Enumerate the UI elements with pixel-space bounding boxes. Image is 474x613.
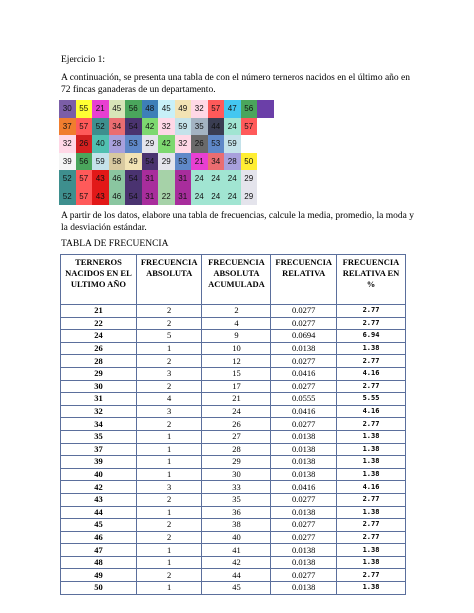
table-row — [61, 342, 406, 355]
cell-frecuencia-acumulada: 29 — [202, 456, 271, 469]
data-grid — [59, 100, 258, 204]
grid-cell: 57 — [208, 100, 225, 118]
cell-frecuencia-acumulada: 41 — [202, 544, 271, 557]
header-terneros: TERNEROS NACIDOS EN EL ULTIMO AÑO — [61, 255, 137, 305]
cell-frecuencia-porcentaje: 2.77 — [336, 355, 405, 368]
grid-cell: 47 — [224, 100, 241, 118]
grid-cell: 35 — [191, 118, 208, 136]
grid-cell: 56 — [241, 100, 258, 118]
table-row — [61, 393, 406, 406]
frequency-table — [60, 254, 406, 595]
cell-frecuencia-acumulada: 17 — [202, 380, 271, 393]
grid-cell: 24 — [208, 170, 225, 188]
cell-frecuencia-porcentaje: 2.77 — [336, 380, 405, 393]
cell-frecuencia-relativa: 0.0138 — [271, 430, 337, 443]
cell-frecuencia-absoluta: 2 — [136, 493, 202, 506]
grid-cell: 31 — [175, 188, 192, 206]
cell-frecuencia-absoluta: 1 — [136, 506, 202, 519]
table-row — [61, 405, 406, 418]
table-row — [61, 468, 406, 481]
grid-cell: 53 — [208, 135, 225, 153]
grid-cell: 21 — [191, 153, 208, 171]
grid-cell: 24 — [208, 188, 225, 206]
grid-cell: 53 — [175, 153, 192, 171]
grid-cell: 59 — [224, 135, 241, 153]
cell-terneros: 21 — [61, 305, 137, 318]
grid-cell: 29 — [241, 188, 258, 206]
cell-frecuencia-relativa: 0.0277 — [271, 531, 337, 544]
header-frecuencia-relativa: FRECUENCIA RELATIVA — [271, 255, 337, 305]
cell-frecuencia-relativa: 0.0138 — [271, 544, 337, 557]
cell-frecuencia-relativa: 0.0138 — [271, 342, 337, 355]
cell-frecuencia-absoluta: 5 — [136, 330, 202, 343]
grid-cell: 30 — [59, 100, 76, 118]
cell-terneros: 26 — [61, 342, 137, 355]
grid-cell: 57 — [76, 118, 93, 136]
cell-frecuencia-relativa: 0.0555 — [271, 393, 337, 406]
cell-frecuencia-absoluta: 2 — [136, 305, 202, 318]
grid-cell: 29 — [142, 135, 159, 153]
cell-frecuencia-absoluta: 2 — [136, 418, 202, 431]
header-frecuencia-acumulada: FRECUENCIA ABSOLUTA ACUMULADA — [202, 255, 271, 305]
cell-frecuencia-absoluta: 2 — [136, 519, 202, 532]
table-row — [61, 582, 406, 595]
cell-frecuencia-relativa: 0.0694 — [271, 330, 337, 343]
cell-terneros: 40 — [61, 468, 137, 481]
cell-frecuencia-relativa: 0.0138 — [271, 506, 337, 519]
intro-paragraph: A continuación, se presenta una tabla de con el número terneros nacidos en el último año en 72 fincas ganaderas de un departamento. — [61, 73, 411, 95]
header-frecuencia-porcentaje: FRECUENCIA RELATIVA EN % — [336, 255, 405, 305]
cell-frecuencia-porcentaje: 1.38 — [336, 443, 405, 456]
grid-cell: 21 — [92, 100, 109, 118]
cell-frecuencia-porcentaje: 2.77 — [336, 418, 405, 431]
cell-frecuencia-absoluta: 1 — [136, 342, 202, 355]
cell-terneros: 42 — [61, 481, 137, 494]
cell-frecuencia-porcentaje: 1.38 — [336, 582, 405, 595]
cell-terneros: 34 — [61, 418, 137, 431]
cell-frecuencia-absoluta: 1 — [136, 443, 202, 456]
grid-cell: 31 — [175, 170, 192, 188]
cell-frecuencia-acumulada: 36 — [202, 506, 271, 519]
table-row — [61, 531, 406, 544]
grid-cell: 32 — [158, 118, 175, 136]
grid-cell: 45 — [158, 100, 175, 118]
cell-terneros: 39 — [61, 456, 137, 469]
cell-terneros: 47 — [61, 544, 137, 557]
cell-frecuencia-absoluta: 3 — [136, 405, 202, 418]
grid-cell: 52 — [59, 188, 76, 206]
grid-cell: 46 — [109, 170, 126, 188]
table-row — [61, 519, 406, 532]
cell-frecuencia-porcentaje: 2.77 — [336, 317, 405, 330]
cell-frecuencia-absoluta: 2 — [136, 531, 202, 544]
cell-frecuencia-relativa: 0.0138 — [271, 456, 337, 469]
cell-frecuencia-relativa: 0.0277 — [271, 569, 337, 582]
grid-cell: 24 — [191, 170, 208, 188]
grid-cell: 24 — [224, 188, 241, 206]
cell-frecuencia-acumulada: 45 — [202, 582, 271, 595]
cell-frecuencia-relativa: 0.0138 — [271, 582, 337, 595]
cell-frecuencia-acumulada: 4 — [202, 317, 271, 330]
cell-terneros: 22 — [61, 317, 137, 330]
cell-frecuencia-absoluta: 3 — [136, 367, 202, 380]
grid-cell: 59 — [92, 153, 109, 171]
header-row — [61, 255, 406, 305]
table-title: TABLA DE FRECUENCIA — [61, 239, 169, 249]
table-row — [61, 443, 406, 456]
cell-terneros: 30 — [61, 380, 137, 393]
cell-frecuencia-porcentaje: 2.77 — [336, 569, 405, 582]
cell-frecuencia-porcentaje: 2.77 — [336, 493, 405, 506]
grid-cell: 45 — [109, 100, 126, 118]
cell-frecuencia-relativa: 0.0277 — [271, 317, 337, 330]
table-row — [61, 481, 406, 494]
cell-frecuencia-acumulada: 9 — [202, 330, 271, 343]
cell-frecuencia-porcentaje: 1.38 — [336, 468, 405, 481]
grid-cell: 26 — [191, 135, 208, 153]
cell-terneros: 48 — [61, 556, 137, 569]
cell-frecuencia-porcentaje: 1.38 — [336, 342, 405, 355]
grid-cell: 49 — [125, 153, 142, 171]
cell-frecuencia-relativa: 0.0416 — [271, 367, 337, 380]
cell-frecuencia-relativa: 0.0416 — [271, 481, 337, 494]
cell-frecuencia-relativa: 0.0277 — [271, 493, 337, 506]
grid-cell: 55 — [76, 100, 93, 118]
cell-frecuencia-relativa: 0.0138 — [271, 443, 337, 456]
grid-cell: 58 — [109, 153, 126, 171]
cell-frecuencia-porcentaje: 1.38 — [336, 544, 405, 557]
cell-terneros: 44 — [61, 506, 137, 519]
grid-cell: 28 — [109, 135, 126, 153]
cell-frecuencia-acumulada: 33 — [202, 481, 271, 494]
cell-frecuencia-absoluta: 2 — [136, 317, 202, 330]
cell-frecuencia-relativa: 0.0277 — [271, 519, 337, 532]
cell-frecuencia-porcentaje: 6.94 — [336, 330, 405, 343]
grid-cell: 42 — [158, 135, 175, 153]
cell-frecuencia-porcentaje: 5.55 — [336, 393, 405, 406]
cell-frecuencia-acumulada: 38 — [202, 519, 271, 532]
grid-cell: 24 — [224, 170, 241, 188]
grid-cell: 54 — [125, 118, 142, 136]
table-row — [61, 330, 406, 343]
cell-frecuencia-absoluta: 3 — [136, 481, 202, 494]
grid-cell: 59 — [175, 118, 192, 136]
grid-cell: 54 — [125, 170, 142, 188]
table-row — [61, 506, 406, 519]
cell-terneros: 50 — [61, 582, 137, 595]
grid-cell: 46 — [109, 188, 126, 206]
cell-frecuencia-absoluta: 1 — [136, 582, 202, 595]
cell-frecuencia-porcentaje: 1.38 — [336, 430, 405, 443]
cell-frecuencia-porcentaje: 4.16 — [336, 481, 405, 494]
table-row — [61, 544, 406, 557]
task-paragraph: A partir de los datos, elabore una tabla de frecuencias, calcule la media, promedio, la moda y la desviación estándar. — [61, 211, 414, 233]
table-body — [61, 305, 406, 595]
grid-cell: 52 — [92, 118, 109, 136]
cell-frecuencia-acumulada: 42 — [202, 556, 271, 569]
cell-terneros: 45 — [61, 519, 137, 532]
grid-cell: 24 — [191, 188, 208, 206]
cell-frecuencia-acumulada: 24 — [202, 405, 271, 418]
grid-cell: 54 — [142, 153, 159, 171]
cell-terneros: 46 — [61, 531, 137, 544]
grid-cell: 32 — [175, 135, 192, 153]
cell-frecuencia-absoluta: 1 — [136, 468, 202, 481]
cell-frecuencia-porcentaje: 4.16 — [336, 367, 405, 380]
grid-cell: 56 — [125, 100, 142, 118]
cell-frecuencia-absoluta: 1 — [136, 456, 202, 469]
cell-frecuencia-relativa: 0.0416 — [271, 405, 337, 418]
cell-frecuencia-acumulada: 27 — [202, 430, 271, 443]
grid-cell: 44 — [208, 118, 225, 136]
grid-cell: 22 — [158, 188, 175, 206]
grid-cell: 42 — [142, 118, 159, 136]
grid-cell: 34 — [208, 153, 225, 171]
grid-cell — [257, 100, 274, 118]
cell-frecuencia-acumulada: 15 — [202, 367, 271, 380]
cell-frecuencia-acumulada: 28 — [202, 443, 271, 456]
grid-cell: 39 — [59, 153, 76, 171]
exercise-title: Ejercicio 1: — [61, 55, 106, 65]
cell-terneros: 31 — [61, 393, 137, 406]
grid-cell: 31 — [142, 188, 159, 206]
grid-cell: 56 — [76, 153, 93, 171]
grid-cell: 24 — [224, 118, 241, 136]
header-frecuencia-absoluta: FRECUENCIA ABSOLUTA — [136, 255, 202, 305]
cell-frecuencia-acumulada: 2 — [202, 305, 271, 318]
table-row — [61, 456, 406, 469]
cell-frecuencia-relativa: 0.0138 — [271, 468, 337, 481]
table-row — [61, 556, 406, 569]
grid-cell: 29 — [241, 170, 258, 188]
grid-cell: 32 — [191, 100, 208, 118]
grid-cell: 31 — [142, 170, 159, 188]
grid-cell: 28 — [224, 153, 241, 171]
cell-terneros: 35 — [61, 430, 137, 443]
cell-terneros: 32 — [61, 405, 137, 418]
cell-frecuencia-relativa: 0.0138 — [271, 556, 337, 569]
cell-frecuencia-porcentaje: 1.38 — [336, 506, 405, 519]
cell-frecuencia-absoluta: 2 — [136, 569, 202, 582]
grid-cell: 57 — [241, 118, 258, 136]
cell-frecuencia-absoluta: 1 — [136, 430, 202, 443]
cell-frecuencia-acumulada: 12 — [202, 355, 271, 368]
grid-cell: 43 — [92, 188, 109, 206]
cell-terneros: 49 — [61, 569, 137, 582]
cell-terneros: 28 — [61, 355, 137, 368]
cell-frecuencia-porcentaje: 4.16 — [336, 405, 405, 418]
grid-cell: 32 — [59, 135, 76, 153]
grid-cell: 29 — [158, 153, 175, 171]
cell-frecuencia-acumulada: 30 — [202, 468, 271, 481]
cell-frecuencia-acumulada: 35 — [202, 493, 271, 506]
grid-cell: 57 — [76, 188, 93, 206]
table-row — [61, 367, 406, 380]
cell-frecuencia-absoluta: 2 — [136, 380, 202, 393]
cell-terneros: 43 — [61, 493, 137, 506]
table-row — [61, 430, 406, 443]
table-row — [61, 493, 406, 506]
cell-frecuencia-acumulada: 40 — [202, 531, 271, 544]
cell-terneros: 37 — [61, 443, 137, 456]
grid-cell: 48 — [142, 100, 159, 118]
cell-frecuencia-absoluta: 1 — [136, 544, 202, 557]
grid-cell: 40 — [92, 135, 109, 153]
grid-cell: 34 — [109, 118, 126, 136]
cell-frecuencia-acumulada: 10 — [202, 342, 271, 355]
cell-frecuencia-relativa: 0.0277 — [271, 305, 337, 318]
cell-frecuencia-porcentaje: 2.77 — [336, 531, 405, 544]
cell-frecuencia-relativa: 0.0277 — [271, 418, 337, 431]
cell-frecuencia-acumulada: 26 — [202, 418, 271, 431]
grid-cell: 37 — [59, 118, 76, 136]
cell-frecuencia-relativa: 0.0277 — [271, 355, 337, 368]
cell-frecuencia-porcentaje: 1.38 — [336, 456, 405, 469]
grid-cell: 57 — [76, 170, 93, 188]
table-row — [61, 317, 406, 330]
grid-cell: 49 — [175, 100, 192, 118]
grid-cell: 52 — [59, 170, 76, 188]
cell-frecuencia-porcentaje: 1.38 — [336, 556, 405, 569]
cell-frecuencia-absoluta: 4 — [136, 393, 202, 406]
cell-frecuencia-absoluta: 2 — [136, 355, 202, 368]
cell-frecuencia-acumulada: 21 — [202, 393, 271, 406]
table-row — [61, 418, 406, 431]
cell-terneros: 29 — [61, 367, 137, 380]
table-row — [61, 380, 406, 393]
cell-frecuencia-absoluta: 1 — [136, 556, 202, 569]
cell-frecuencia-relativa: 0.0277 — [271, 380, 337, 393]
grid-cell: 54 — [125, 188, 142, 206]
table-row — [61, 355, 406, 368]
grid-cell: 50 — [241, 153, 258, 171]
grid-cell: 53 — [125, 135, 142, 153]
grid-cell: 43 — [92, 170, 109, 188]
cell-terneros: 24 — [61, 330, 137, 343]
table-row — [61, 569, 406, 582]
grid-cell — [158, 170, 175, 188]
table-row — [61, 305, 406, 318]
cell-frecuencia-acumulada: 44 — [202, 569, 271, 582]
grid-cell: 26 — [76, 135, 93, 153]
cell-frecuencia-porcentaje: 2.77 — [336, 305, 405, 318]
cell-frecuencia-porcentaje: 2.77 — [336, 519, 405, 532]
